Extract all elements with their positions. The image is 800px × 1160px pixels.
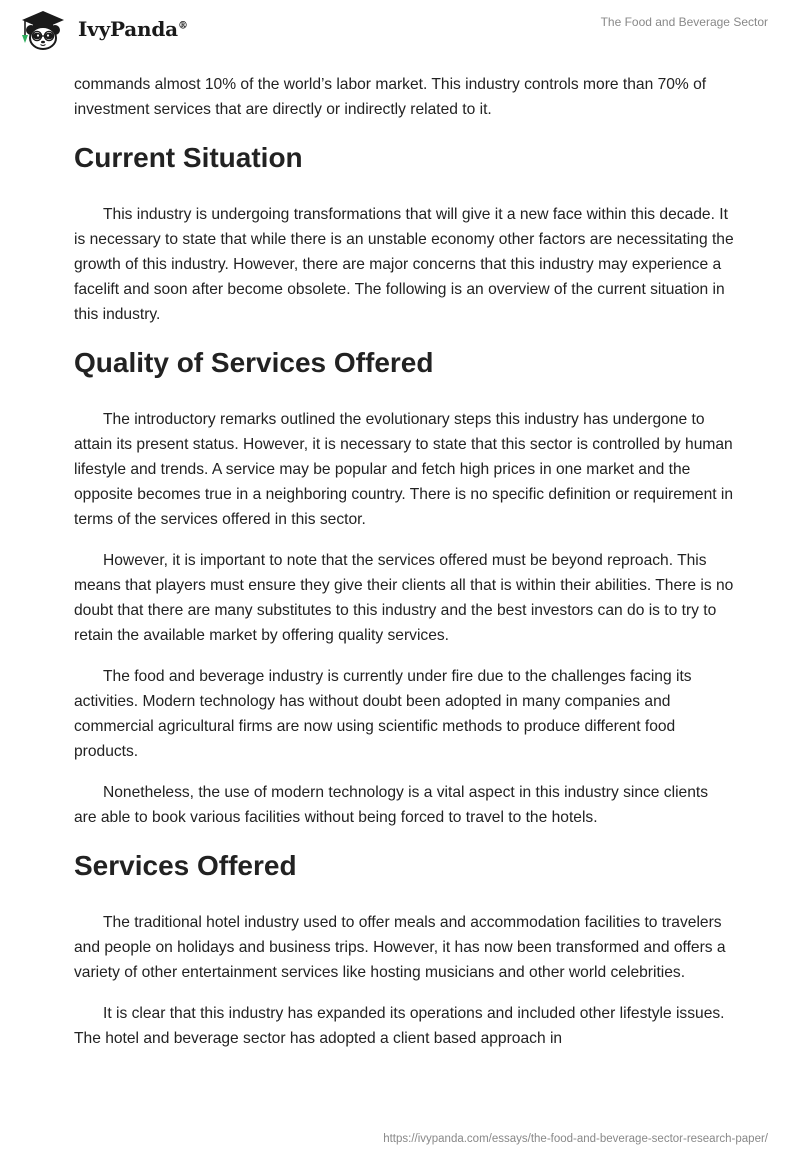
paragraph: The traditional hotel industry used to offer meals and accommodation facilities to travelers and people on holidays and business trips. However, it has now been transformed and offers a variety of other entertainment services like hosting musicians and other world celebrities. <box>74 914 726 981</box>
paragraph: However, it is important to note that the services offered must be beyond reproach. This means that players must ensure they give their clients all that is within their abilities. There is no doubt that there are many substitutes to this industry and the best investors can do is to try to retain the available market by offering quality services. <box>74 552 734 644</box>
heading-services-offered: Services Offered <box>74 850 297 881</box>
paragraph: The introductory remarks outlined the evolutionary steps this industry has undergone to attain its present status. However, it is necessary to state that this sector is controlled by human lifestyle and trends. A service may be popular and fetch high prices in one market and the opposite becomes true in a neighboring country. There is no specific definition or requirement in terms of the services offered in this sector. <box>74 411 734 528</box>
panda-logo-icon <box>16 8 70 50</box>
paragraph: The food and beverage industry is currently under fire due to the challenges facing its activities. Modern technology has without doubt been adopted in many companies and commercial agricultural firms are now using scientific methods to produce different food products. <box>74 668 692 760</box>
heading-quality-of-services: Quality of Services Offered <box>74 347 434 378</box>
essay-body <box>74 72 734 1067</box>
brand-name: IvyPanda® <box>78 17 188 41</box>
paragraph: Nonetheless, the use of modern technology is a vital aspect in this industry since clients are able to book various facilities without being forced to travel to the hotels. <box>74 784 709 826</box>
document-title: The Food and Beverage Sector <box>600 15 768 29</box>
paragraph: It is clear that this industry has expanded its operations and included other lifestyle issues. The hotel and beverage sector has adopted a client based approach in <box>74 1005 725 1047</box>
ivypanda-logo[interactable] <box>16 8 188 50</box>
page-header <box>0 0 800 70</box>
intro-paragraph: commands almost 10% of the world’s labor market. This industry controls more than 70% of investment services that are directly or indirectly related to it. <box>74 76 707 118</box>
heading-current-situation: Current Situation <box>74 142 303 173</box>
source-url[interactable]: https://ivypanda.com/essays/the-food-and-beverage-sector-research-paper/ <box>383 1133 768 1145</box>
paragraph: This industry is undergoing transformations that will give it a new face within this decade. It is necessary to state that while there is an unstable economy other factors are necessitating the growth of this industry. However, there are major concerns that this industry may experience a facelift and soon after become obsolete. The following is an overview of the current situation in this industry. <box>74 206 734 323</box>
